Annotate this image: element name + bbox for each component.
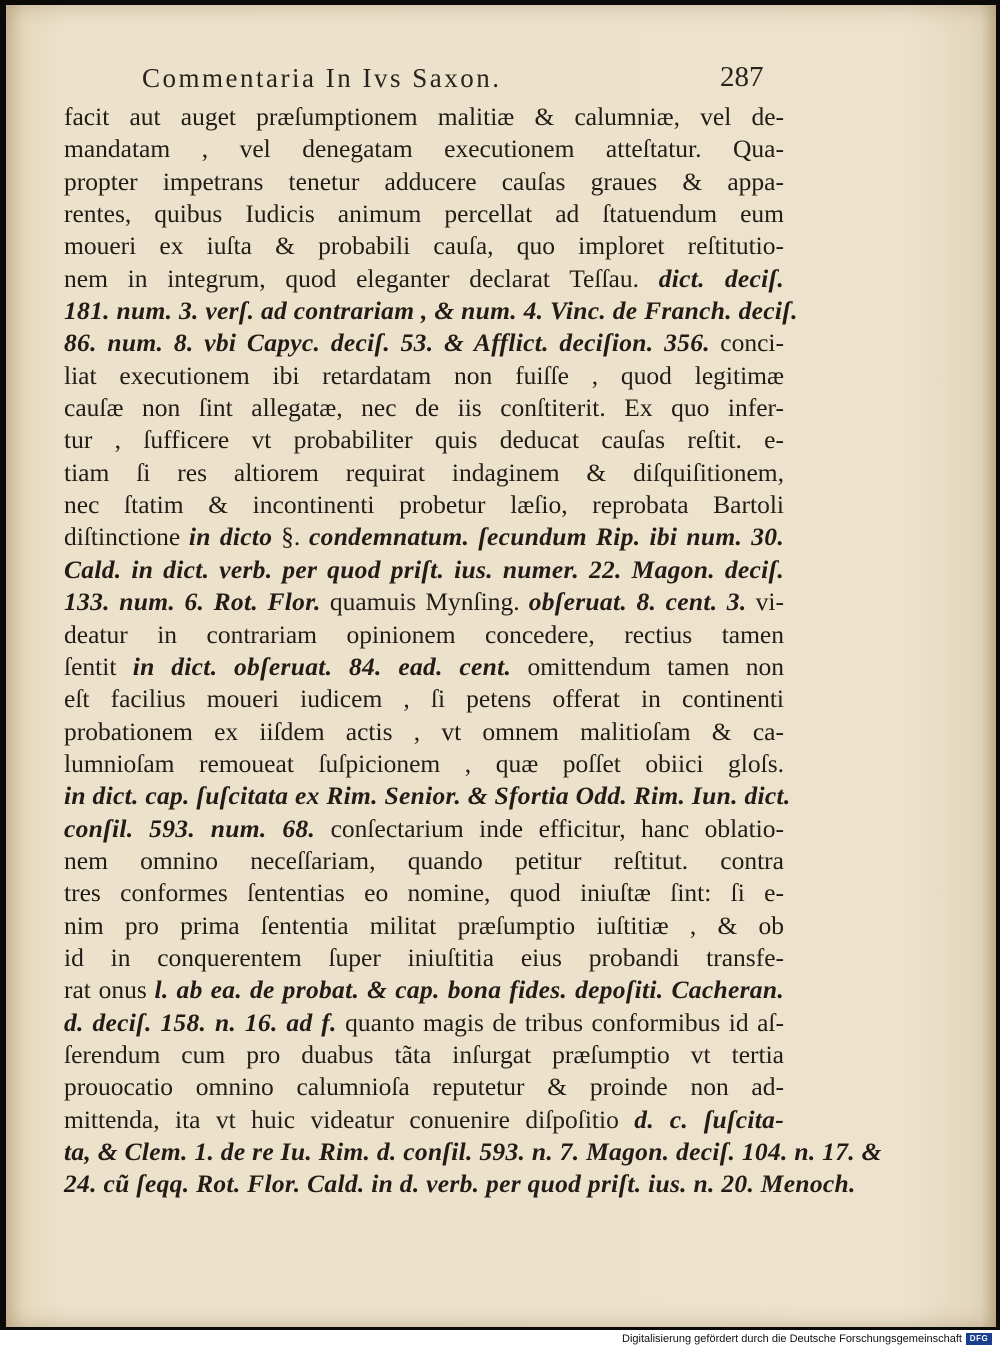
text-line [64,1168,856,1200]
body-text-run: conci- [709,328,784,358]
text-line [64,942,784,974]
text-line [64,651,784,683]
text-line [64,295,798,327]
citation-text: 133. num. 6. Rot. Flor. [64,587,321,617]
text-line [64,845,784,877]
text-line [64,586,784,618]
text-line [64,554,784,586]
text-line [64,198,784,230]
citation-text: d. deciſ. 158. n. 16. ad f. [64,1007,337,1037]
text-line [64,1136,882,1168]
body-text-run: nem omnino neceſſariam, quando petitur reſtitut. contra [64,845,784,875]
citation-text: 24. cũ ſeqq. Rot. Flor. Cald. in d. verb. per quod priſt. ius. n. 20. Menoch. [64,1169,856,1199]
body-text-run: conſectarium inde efficitur, hanc oblatio- [315,813,784,843]
citation-text: conſil. 593. num. 68. [64,813,316,843]
body-text-run: tur , ſufficere vt probabiliter quis deducat cauſas reſtit. e- [64,425,784,455]
text-line [64,619,784,651]
text-line [64,1104,784,1136]
citation-text: in dict. cap. ſuſcitata ex Rim. Senior. & Sfortia Odd. Rim. Iun. dict. [64,781,791,811]
body-text-run: omittendum tamen non [511,651,784,681]
citation-text: obſeruat. 8. cent. 3. [528,587,747,617]
body-text-run: liat executionem ibi retardatam non fuiſſe , quod legitimæ [64,360,784,390]
body-text-run: ſerendum cum pro duabus tãta inſurgat præſumptio vt tertia [64,1039,784,1069]
citation-text: condemnatum. ſecundum Rip. ibi num. 30. [309,522,784,552]
body-text-run: nim pro prima ſententia militat præſumptio iuſtitiæ , & ob [64,910,784,940]
body-text-run: mandatam , vel denegatam executionem atteſtatur. Qua- [64,134,784,164]
text-line [64,392,784,424]
body-text-run: nem in integrum, quod eleganter declarat Teſſau. [64,263,659,293]
text-line [64,133,784,165]
text-line [64,521,784,553]
body-text-run: quamuis Mynſing. [320,587,529,617]
body-text-run: rat onus [64,975,155,1005]
body-text-run: quanto magis de tribus conformibus id aſ- [336,1007,784,1037]
citation-text: 181. num. 3. verſ. ad contrariam , & num. 4. Vinc. de Franch. deciſ. [64,296,798,326]
text-line [64,327,784,359]
text-line [64,910,784,942]
text-line [64,1071,784,1103]
text-line [64,1007,784,1039]
citation-text: 86. num. 8. vbi Capyc. deciſ. 53. & Afflict. deciſion. 356. [64,328,710,358]
body-text-run: moueri ex iuſta & probabili cauſa, quo imploret reſtitutio- [64,231,784,261]
citation-text: d. c. ſuſcita- [634,1104,784,1134]
text-line [64,230,784,262]
footer-bar [0,1330,1000,1349]
text-line [64,263,784,295]
body-text-run: propter impetrans tenetur adducere cauſas graues & appa- [64,166,784,196]
citation-text: l. ab ea. de probat. & cap. bona fides. depoſiti. Cacheran. [154,975,784,1005]
body-text-run: vi- [746,587,784,617]
body-text-run: cauſæ non ſint allegatæ, nec de iis conſtiterit. Ex quo infer- [64,393,784,423]
body-text-run: facit aut auget præſumptionem malitiæ & calumniæ, vel de- [64,102,784,131]
body-text-run: diſtinctione [64,522,189,552]
body-text-run: id in conquerentem ſuper iniuſtitia eius probandi transfe- [64,942,784,972]
citation-text: in dict. obſeruat. 84. ead. cent. [132,651,512,681]
citation-text: ta, & Clem. 1. de re Iu. Rim. d. conſil. 593. n. 7. Magon. deciſ. 104. n. 17. & [64,1137,882,1166]
book-page [6,5,996,1327]
citation-text: Cald. in dict. verb. per quod priſt. ius. numer. 22. Magon. deciſ. [64,554,784,584]
text-line [64,683,784,715]
text-line [64,424,784,456]
body-text-run: ſentit [64,651,133,681]
body-text-run: prouocatio omnino calumnioſa reputetur & proinde non ad- [64,1072,784,1102]
body-text-run: lumnioſam remoueat ſuſpicionem , quæ poſſet obiici gloſs. [64,748,784,778]
text-line [64,974,784,1006]
citation-text: dict. deciſ. [658,263,784,293]
text-line [64,360,784,392]
text-line [64,780,791,812]
body-text-run: nec ſtatim & incontinenti probetur læſio, reprobata Bartoli [64,490,784,520]
body-text [64,101,882,1201]
body-text-run: §. [272,522,310,552]
digitization-credit: Digitalisierung gefördert durch die Deutsche Forschungsgemeinschaft [622,1333,962,1345]
running-title: Commentaria In Ivs Saxon. [142,63,502,93]
body-text-run: tiam ſi res altiorem requirat indaginem & diſquiſitionem, [64,457,784,487]
body-text-run: eſt facilius moueri iudicem , ſi petens offerat in continenti [64,684,784,714]
text-line [64,716,784,748]
text-line [64,101,784,133]
body-text-run: deatur in contrariam opinionem concedere, rectius tamen [64,619,784,649]
text-line [64,166,784,198]
citation-text: in dicto [188,522,273,552]
text-line [64,457,784,489]
text-line [64,1039,784,1071]
body-text-run: probationem ex iiſdem actis , vt omnem malitioſam & ca- [64,716,784,746]
text-line [64,813,784,845]
page-number: 287 [720,61,764,93]
dfg-logo-icon: DFG [966,1333,992,1345]
text-line [64,489,784,521]
text-line [64,877,784,909]
body-text-run: tres conformes ſententias eo nomine, quod iniuſtæ ſint: ſi e- [64,878,784,908]
body-text-run: mittenda, ita vt huic videatur conuenire diſpoſitio [64,1104,635,1134]
body-text-run: rentes, quibus Iudicis animum percellat ad ſtatuendum eum [64,199,784,229]
text-line [64,748,784,780]
